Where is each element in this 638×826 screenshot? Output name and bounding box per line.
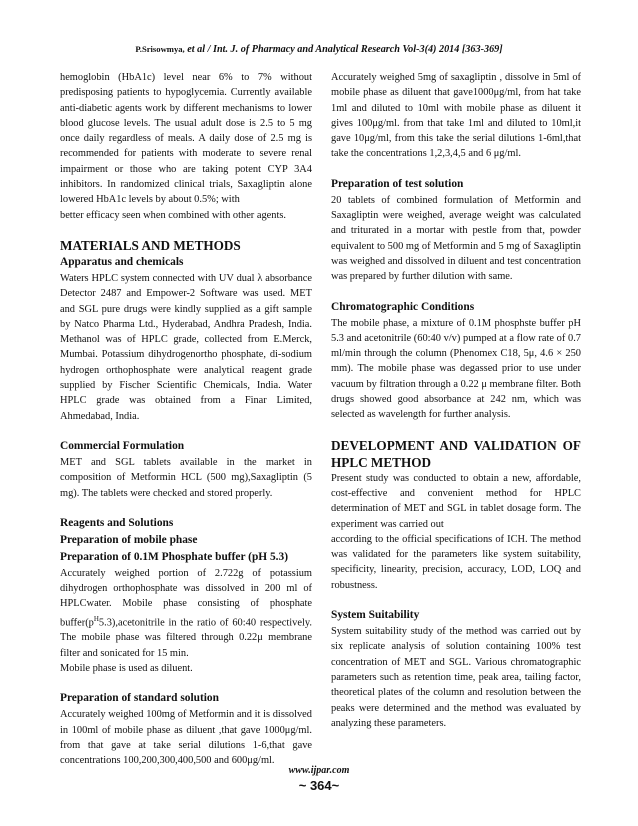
development-paragraph-continued: according to the official specifications of ICH. The method was validated for the parameters like system suitability, specificity, linearity, precision, accuracy, LOD, LOQ and robustness. xyxy=(331,533,581,591)
header-author: P.Srisowmya, xyxy=(135,44,185,54)
mobile-phase-heading: Preparation of mobile phase xyxy=(60,533,198,546)
page-number: ~ 364~ xyxy=(298,778,340,793)
intro-paragraph: hemoglobin (HbA1c) level near 6% to 7% without predisposing patients to hypoglycemia. Currently available anti-diabetic agents work by different mechanisms to lower blood glucose levels. The usual adult dose is 2.5 to 5 mg once daily regardless of meals. A daily dose of 2.5 mg is recommended for patients with moderate to severe renal impairment or those who are taking potent CYP 3A4 inhibitors. In randomized clinical trials, Saxagliptin alone lowered HbA1c levels by about 0.5%; with xyxy=(60,72,312,206)
standard-solution-paragraph: Accurately weighed 100mg of Metformin and it is dissolved in 100ml of mobile phase as diluent ,that gave 1000μg/ml. from that gave at take serial dilutions 1-6,that gave concentrations 100,200,300,400,500 and 600μg/ml. xyxy=(60,709,312,767)
left-column xyxy=(60,70,312,769)
test-solution-paragraph: 20 tablets of combined formulation of Metformin and Saxagliptin were weighed, average weight was calculated and triturated in a mortar with pestle from that, powder equivalent to 500 mg of Metformin and 5 mg of Saxagliptin was weighed and dissolved in diluent and test concentration was prepared by further dilution with same. xyxy=(331,194,581,283)
system-suitability-paragraph: System suitability study of the method was carried out by six replicate analysis of solution containing 100% test concentration of MET and SGL. Various chromatographic parameters such as retention time, peak area, tailing factor, theoretical plates of the column and resolution between the peaks were determined and the method was evaluated by analyzing these parameters. xyxy=(331,626,581,729)
system-suitability-heading: System Suitability xyxy=(331,609,420,622)
phosphate-buffer-paragraph: Accurately weighed portion of 2.722g of potassium dihydrogen orthophosphate was dissolved in 200 ml of HPLCwater. Mobile phase consisting of phosphate $buffer(p^H5.3),acetonitrile$ in the ratio of 60:40 respectively. The mobile phase was filtered through 0.22μ membrane filter and sonicated for 15 min. xyxy=(60,567,312,659)
chromatographic-paragraph: The mobile phase, a mixture of 0.1M phosphste buffer pH 5.3 and acetonitrile (60:40 v/v) pumped at a flow rate of 0.7 ml/min through the column (Phenomex C18, 5μ, 4.6 × 250 mm). The mobile phase was degassed prior to use under vacuum by filtration through a 0.22 μ membrane filter. Both drugs showed good absorbance at 242 nm, which was selected as wavelength for further analysis. xyxy=(331,317,581,421)
header-citation: et al / Int. J. of Pharmacy and Analytical Research Vol-3(4) 2014 [363-369] xyxy=(184,44,503,55)
test-solution-heading: Preparation of test solution xyxy=(331,177,464,190)
commercial-formulation-paragraph: MET and SGL tablets available in the market in composition of Metformin HCL (500 mg),Saxagliptin (5 mg). The tablets were checked and stored properly. xyxy=(60,456,312,499)
diluent-note: Mobile phase is used as diluent. xyxy=(60,663,193,675)
right-column xyxy=(331,70,581,731)
development-paragraph: Present study was conducted to obtain a new, affordable, cost-effective and convenient method for HPLC determination of MET and SGL in tablet dosage form. The experiment was carried out xyxy=(331,472,581,530)
materials-methods-heading: MATERIALS AND METHODS xyxy=(60,237,241,253)
running-header xyxy=(0,44,638,55)
phosphate-buffer-heading: Preparation of 0.1M Phosphate buffer (pH 5.3) xyxy=(60,550,289,563)
journal-url: www.ijpar.com xyxy=(288,765,350,776)
intro-paragraph-continued: better efficacy seen when combined with other agents. xyxy=(60,209,287,221)
commercial-formulation-heading: Commercial Formulation xyxy=(60,439,185,452)
development-validation-heading: DEVELOPMENT AND VALIDATION OF HPLC METHOD xyxy=(331,437,581,470)
saxagliptin-paragraph: Accurately weighed 5mg of saxagliptin , dissolve in 5ml of mobile phase as diluent that gave1000μg/ml, from hat take 1ml and diluted to 10ml with mobile phase as diluent it gives 100μg/ml. from that take 1ml and diluted to 10ml,it gave 10μg/ml, from this take the serial dilutions 1-6ml,that take the concentrations 1,2,3,4,5 and 6 μg/ml. xyxy=(331,72,581,160)
apparatus-heading: Apparatus and chemicals xyxy=(60,255,184,268)
reagents-heading: Reagents and Solutions xyxy=(60,516,174,529)
chromatographic-heading: Chromatographic Conditions xyxy=(331,300,475,313)
standard-solution-heading: Preparation of standard solution xyxy=(60,692,219,705)
apparatus-paragraph: Waters HPLC system connected with UV dual λ absorbance Detector 2487 and Empower-2 Software was used. MET and SGL pure drugs were kindly supplied as a gift sample by Natco Pharma Ltd., Hyderabad, Andhra Pradesh, India. Methanol was of HPLC grade, collected from E.Merck, Mumbai. Potassium dihydrogenortho phosphate, di-sodium hydrogen orthophosphate were analytical reagent grade supplied by Fischer Scientific Chemicals, India. Water HPLC grade was obtained from a Finar Limited, Ahmedabad, India. xyxy=(60,272,312,422)
